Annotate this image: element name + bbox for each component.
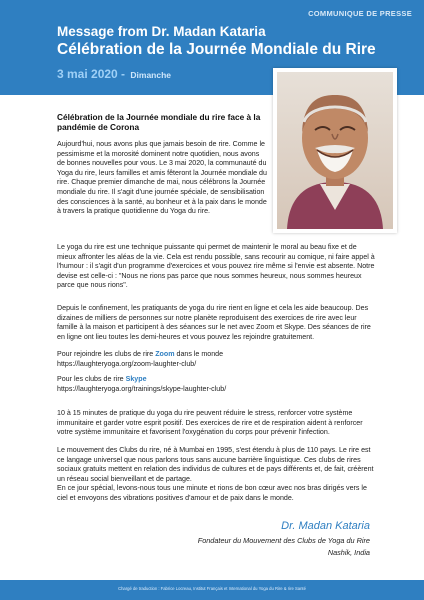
zoom-suffix: dans le monde xyxy=(176,350,224,358)
day: Dimanche xyxy=(130,70,172,80)
skype-link-word[interactable]: Skype xyxy=(125,375,147,383)
signature-name: Dr. Madan Kataria xyxy=(281,520,370,532)
paragraph-laughter-yoga: Le yoga du rire est une technique puissante qui permet de maintenir le moral au beau fixe et de mieux affronter les aléas de la vie. Cela est rendu possible, sans recourir au comique, ni faire appel à l'humour : il s'agit d'un programme d'exercices et vous pouvez rire même si l'envie est absente. Notre devise est celle-ci : "Nous ne rions pas parce que nous sommes heureux, nous sommes heureux parce que nous rions". xyxy=(57,243,375,290)
signature-role: Fondateur du Mouvement des Clubs de Yoga du Rire xyxy=(197,536,370,545)
subheading: Célébration de la Journée mondiale du rire face à la pandémie de Corona xyxy=(57,112,261,132)
skype-url[interactable]: https://laughteryoga.org/trainings/skype-laughter-club/ xyxy=(57,384,227,393)
paragraph-movement: Le mouvement des Clubs du rire, né à Mumbai en 1995, s'est étendu à plus de 110 pays. Le rire est ce langage universel que nous parlons tous sans aucune barrière linguistique. Ces clubs de rires sociaux gratuits mettent en relation des individus de cultures et de pays différents et, de fait, créèrent un réseau social bienveillant et de partage. En ce jour spécial, levons-nous tous une minute et rions de bon cœur avec nos bras dirigés vers le ciel et envoyons des vibrations positives d'amour et de paix dans le monde. xyxy=(57,446,374,502)
intro-paragraph: Aujourd'hui, nous avons plus que jamais besoin de rire. Comme le pessimisme et la morosité dominent notre quotidien, nous avons de bonnes nouvelles pour vous. Le 3 mai 2020, la communauté du Yoga du rire, leurs familles et amis fêteront la Journée mondiale du rire. Chaque premier dimanche de mai, nous célébrons la Journée mondiale du rire. Il s'agit d'une journée spéciale, de sensibilisation des consciences à la santé, au bonheur et à la paix dans le monde à travers la pratique quotidienne du Yoga du rire. xyxy=(57,140,267,216)
portrait-photo xyxy=(273,68,397,233)
skype-prefix: Pour les clubs de rire xyxy=(57,375,124,383)
skype-info xyxy=(57,375,377,394)
title-line-2: Célébration de la Journée Mondiale du Rire xyxy=(57,41,376,58)
date: 3 mai 2020 - xyxy=(57,67,126,81)
footer-bar xyxy=(0,580,424,600)
portrait-image xyxy=(277,72,393,229)
zoom-info xyxy=(57,350,377,369)
paragraph-online-sessions: Depuis le confinement, les pratiquants de yoga du rire rient en ligne et cela les aide beaucoup. Des dizaines de milliers de personnes sur notre planète reproduisent des exercices de rire avec leur famille à la maison et participent à des séances sur le net avec Zoom et Skype. Des séances de rire en ligne ont lieu toutes les demi-heures et vous pouvez les rejoindre gratuitement. xyxy=(57,304,371,341)
press-release-tag: COMMUNIQUE DE PRESSE xyxy=(308,9,412,18)
title-line-1: Message from Dr. Madan Kataria xyxy=(57,24,266,39)
zoom-prefix: Pour rejoindre les clubs de rire xyxy=(57,350,154,358)
footer-credit: Chargé de traduction : Fabrice Locreau, Institut Français et International du Yoga du Rire & rire Santé xyxy=(118,586,306,591)
date-line xyxy=(57,67,171,81)
zoom-url[interactable]: https://laughteryoga.org/zoom-laughter-club/ xyxy=(57,359,197,368)
zoom-link-word[interactable]: Zoom xyxy=(155,350,175,358)
paragraph-benefits: 10 à 15 minutes de pratique du yoga du rire peuvent réduire le stress, renforcer votre système immunitaire et garder votre esprit positif. Des exercices de rire et de respiration aident à renforcer votre système immunitaire et favorisent l'oxygénation du corps pour prévenir l'infection. xyxy=(57,409,363,437)
signature-place: Nashik, India xyxy=(327,548,370,557)
